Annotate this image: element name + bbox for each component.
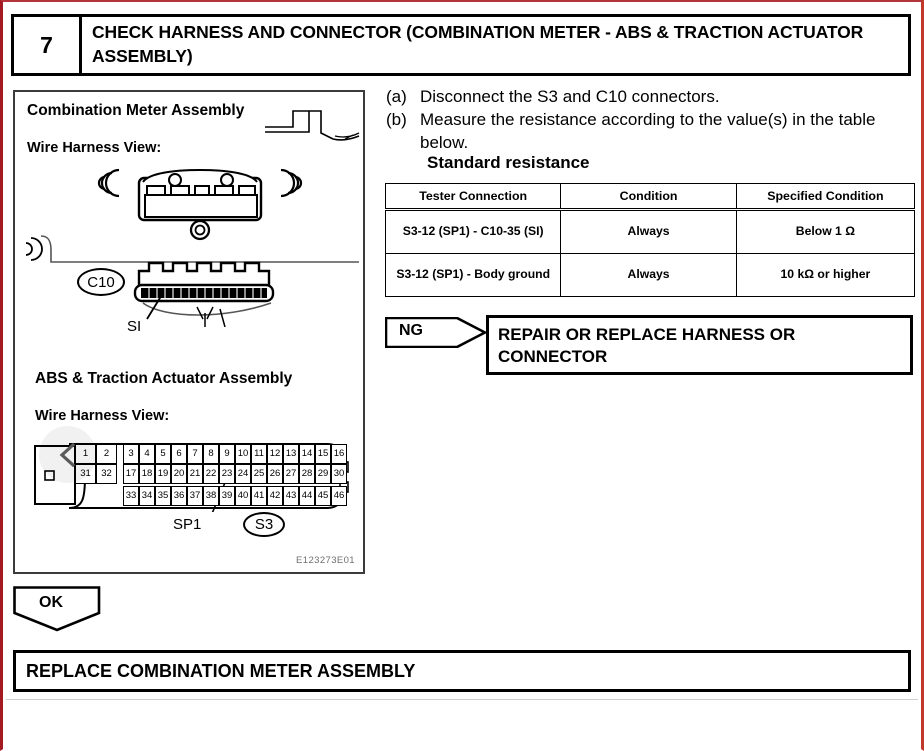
instruction-marker: (b) — [386, 110, 407, 130]
pin-cell: 42 — [267, 486, 283, 506]
table-header-cell: Tester Connection — [386, 184, 561, 210]
figure-code: E123273E01 — [296, 555, 355, 566]
pin-cell: 34 — [139, 486, 155, 506]
back-navigation-button[interactable] — [39, 426, 96, 483]
pin-cell: 4 — [139, 444, 155, 464]
pin-row — [123, 464, 347, 484]
diagram-heading-combination-meter: Combination Meter Assembly — [27, 102, 245, 119]
diagram-heading-abs-traction-actuator: ABS & Traction Actuator Assembly — [35, 370, 293, 387]
pin-cell: 38 — [203, 486, 219, 506]
pin-cell: 22 — [203, 464, 219, 484]
pin-cell: 5 — [155, 444, 171, 464]
pin-cell: 15 — [315, 444, 331, 464]
terminal-label-si: SI — [127, 318, 142, 335]
pin-cell: 31 — [75, 464, 96, 484]
pin-cell: 11 — [251, 444, 267, 464]
pin-cell: 3 — [123, 444, 139, 464]
pin-cell: 37 — [187, 486, 203, 506]
instruction-item — [386, 86, 916, 108]
pin-grid-bottom-row — [123, 486, 347, 506]
pin-cell: 25 — [251, 464, 267, 484]
ng-arrow — [385, 317, 487, 348]
step-header — [11, 14, 911, 76]
ng-action-box: REPAIR OR REPLACE HARNESS OR CONNECTOR — [486, 315, 913, 375]
ok-action-box: REPLACE COMBINATION METER ASSEMBLY — [13, 650, 911, 692]
instruction-item — [386, 109, 916, 154]
pin-cell: 46 — [331, 486, 347, 506]
pin-cell: 18 — [139, 464, 155, 484]
pin-cell: 44 — [299, 486, 315, 506]
table-row — [386, 254, 915, 297]
table-header-cell: Condition — [561, 184, 736, 210]
pin-cell: 13 — [283, 444, 299, 464]
pin-row — [123, 444, 347, 464]
terminal-label-sp1: SP1 — [173, 516, 202, 533]
pin-cell: 16 — [331, 444, 347, 464]
ok-arrow — [13, 586, 101, 632]
pin-cell: 28 — [299, 464, 315, 484]
standard-resistance-table — [385, 183, 915, 297]
diagram-panel — [13, 90, 365, 574]
pin-cell: 17 — [123, 464, 139, 484]
pin-cell: 29 — [315, 464, 331, 484]
ok-label: OK — [39, 594, 63, 611]
pin-cell: 39 — [219, 486, 235, 506]
pin-cell: 20 — [171, 464, 187, 484]
pin-cell: 6 — [171, 444, 187, 464]
pin-grid-middle-block — [123, 444, 347, 484]
pin-cell: 14 — [299, 444, 315, 464]
table-cell-condition: Always — [561, 210, 736, 254]
pin-cell: 40 — [235, 486, 251, 506]
pin-cell: 35 — [155, 486, 171, 506]
pin-cell: 9 — [219, 444, 235, 464]
diagram-subheading-wire-harness-view-bottom: Wire Harness View: — [35, 408, 170, 424]
instructions-list — [386, 86, 916, 155]
pin-cell: 32 — [96, 464, 117, 484]
pin-cell: 1 — [75, 444, 96, 464]
pin-cell: 36 — [171, 486, 187, 506]
table-cell-tester-connection: S3-12 (SP1) - C10-35 (SI) — [386, 210, 561, 254]
instruction-marker: (a) — [386, 87, 407, 106]
diagram-subheading-wire-harness-view-top: Wire Harness View: — [27, 140, 162, 156]
pin-cell: 7 — [187, 444, 203, 464]
standard-resistance-label: Standard resistance — [427, 153, 590, 172]
instruction-text: Measure the resistance according to the value(s) in the table below. — [420, 110, 876, 152]
pin-cell: 41 — [251, 486, 267, 506]
table-header-row — [386, 184, 915, 210]
connector-label-c10: C10 — [77, 268, 125, 296]
table-cell-specified-condition: 10 kΩ or higher — [736, 254, 914, 297]
pin-cell: 24 — [235, 464, 251, 484]
pin-cell: 45 — [315, 486, 331, 506]
pin-cell: 10 — [235, 444, 251, 464]
pin-cell: 2 — [96, 444, 117, 464]
c10-connector-drawing — [125, 257, 295, 327]
pin-cell: 12 — [267, 444, 283, 464]
ng-label: NG — [399, 322, 423, 339]
table-header-cell: Specified Condition — [736, 184, 914, 210]
table-row — [386, 210, 915, 254]
table-cell-specified-condition: Below 1 Ω — [736, 210, 914, 254]
chevron-left-icon — [56, 442, 80, 468]
pin-cell: 30 — [331, 464, 347, 484]
pin-cell: 33 — [123, 486, 139, 506]
pin-cell: 21 — [187, 464, 203, 484]
pin-cell: 26 — [267, 464, 283, 484]
table-cell-condition: Always — [561, 254, 736, 297]
terminal-pin-sketch-icon — [263, 105, 363, 147]
pin-cell: 23 — [219, 464, 235, 484]
pin-cell: 27 — [283, 464, 299, 484]
pin-cell: 43 — [283, 486, 299, 506]
pin-cell: 19 — [155, 464, 171, 484]
step-number: 7 — [14, 17, 82, 73]
step-title: CHECK HARNESS AND CONNECTOR (COMBINATION METER - ABS & TRACTION ACTUATOR ASSEMBLY) — [92, 22, 864, 66]
table-cell-tester-connection: S3-12 (SP1) - Body ground — [386, 254, 561, 297]
connector-label-s3: S3 — [243, 512, 285, 537]
instruction-text: Disconnect the S3 and C10 connectors. — [420, 87, 720, 106]
pin-cell: 8 — [203, 444, 219, 464]
